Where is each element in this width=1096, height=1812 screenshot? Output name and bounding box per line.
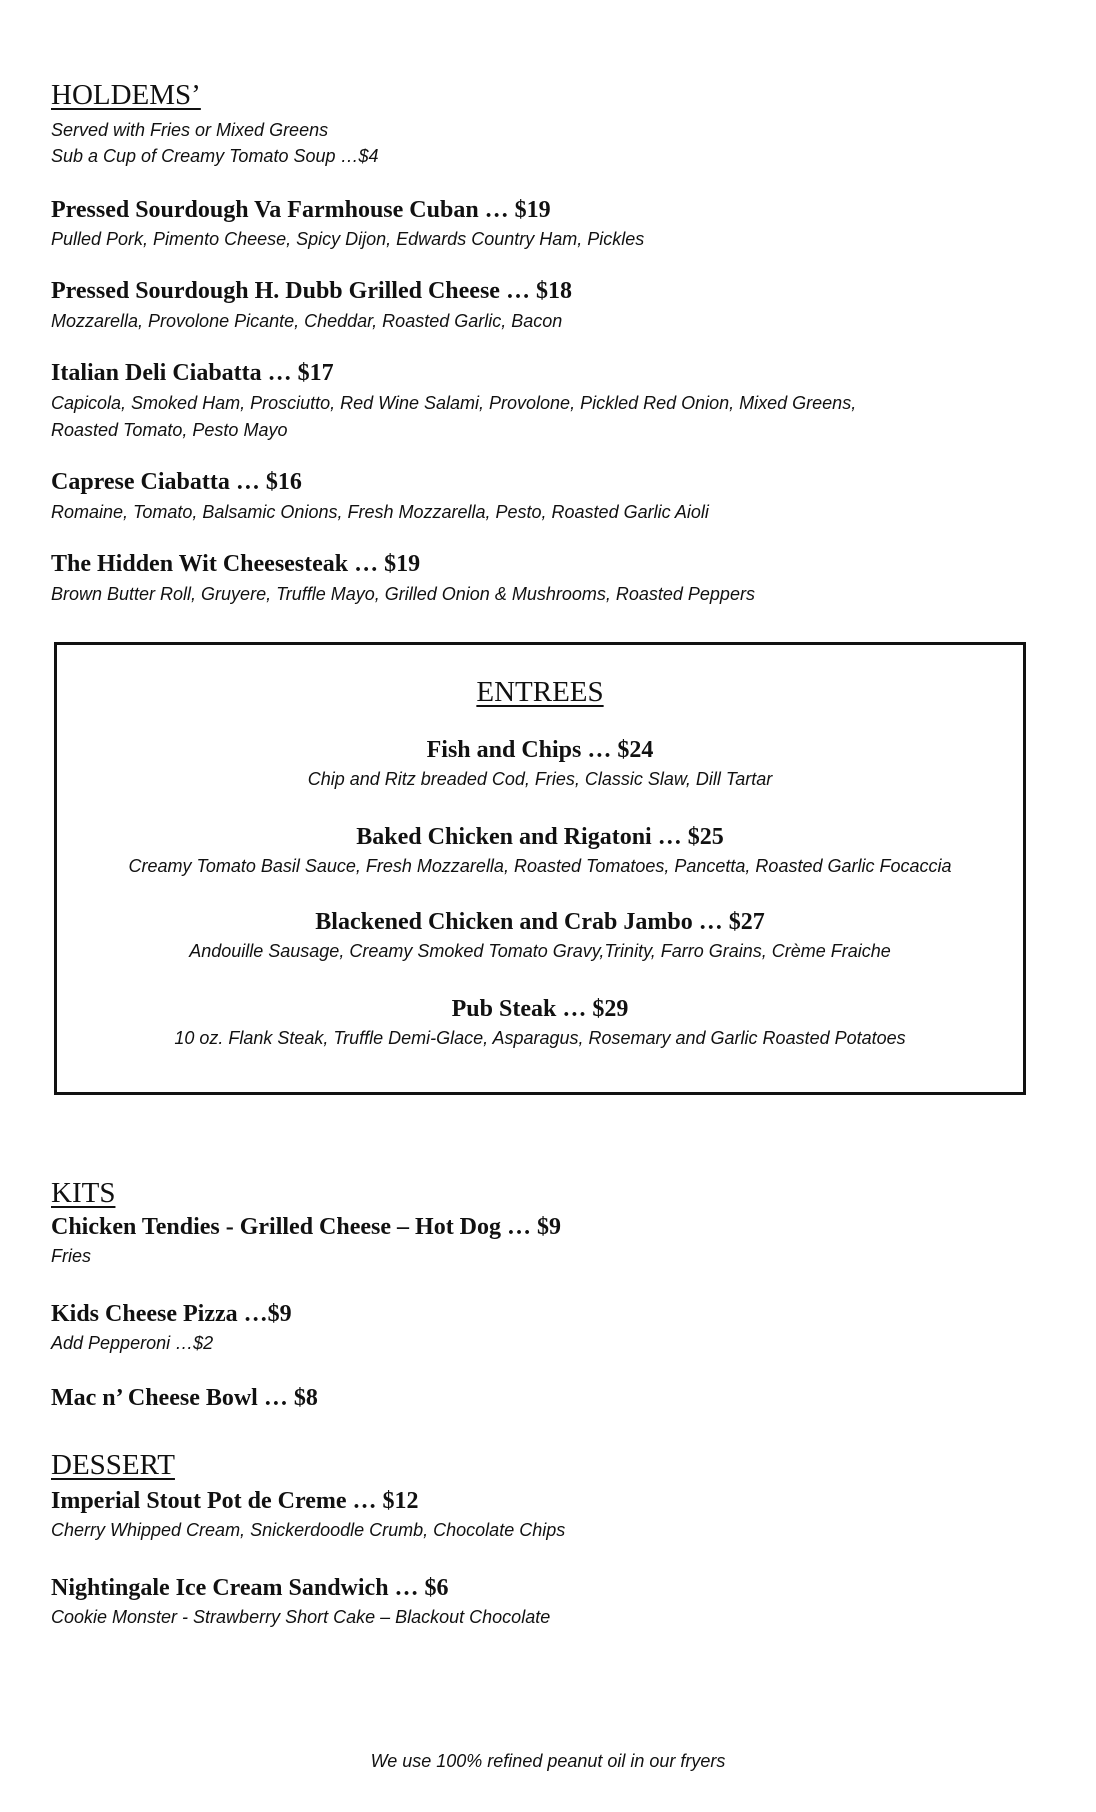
menu-item-description: Pulled Pork, Pimento Cheese, Spicy Dijon, Edwards Country Ham, Pickles xyxy=(51,229,645,249)
menu-item-name: Imperial Stout Pot de Creme … $12 xyxy=(51,1488,419,1514)
menu-item-description: Roasted Tomato, Pesto Mayo xyxy=(51,420,288,440)
holdems-note-soup: Sub a Cup of Creamy Tomato Soup …$4 xyxy=(51,146,379,166)
menu-item-name: The Hidden Wit Cheesesteak … $19 xyxy=(51,551,421,577)
holdems-note-sides: Served with Fries or Mixed Greens xyxy=(51,120,329,140)
menu-item-description: 10 oz. Flank Steak, Truffle Demi-Glace, Asparagus, Rosemary and Garlic Roasted Potatoes xyxy=(174,1028,906,1048)
entrees-section xyxy=(54,642,1026,1095)
menu-item-description: Fries xyxy=(51,1246,91,1266)
menu-item-name: Mac n’ Cheese Bowl … $8 xyxy=(51,1385,318,1411)
menu-item-description: Creamy Tomato Basil Sauce, Fresh Mozzarella, Roasted Tomatoes, Pancetta, Roasted Garlic Focaccia xyxy=(128,856,952,876)
menu-item-description: Capicola, Smoked Ham, Prosciutto, Red Wine Salami, Provolone, Pickled Red Onion, Mixed Greens, xyxy=(51,393,857,413)
menu-item-description: Mozzarella, Provolone Picante, Cheddar, Roasted Garlic, Bacon xyxy=(51,311,563,331)
entrees-title: ENTREES xyxy=(476,676,604,708)
menu-item-name: Baked Chicken and Rigatoni … $25 xyxy=(356,824,724,850)
menu-item-name: Chicken Tendies - Grilled Cheese – Hot Dog … $9 xyxy=(51,1214,562,1240)
menu-item-description: Romaine, Tomato, Balsamic Onions, Fresh Mozzarella, Pesto, Roasted Garlic Aioli xyxy=(51,502,709,522)
menu-item-name: Blackened Chicken and Crab Jambo … $27 xyxy=(315,909,765,935)
menu-item-description: Cherry Whipped Cream, Snickerdoodle Crumb, Chocolate Chips xyxy=(51,1520,566,1540)
fryer-oil-notice: We use 100% refined peanut oil in our fryers xyxy=(370,1751,726,1771)
menu-item-name: Italian Deli Ciabatta … $17 xyxy=(51,360,334,386)
menu-item-name: Kids Cheese Pizza …$9 xyxy=(51,1301,292,1327)
menu-item-description: Add Pepperoni …$2 xyxy=(51,1333,214,1353)
menu-item-description: Andouille Sausage, Creamy Smoked Tomato Gravy,Trinity, Farro Grains, Crème Fraiche xyxy=(189,941,891,961)
menu-item-name: Pub Steak … $29 xyxy=(451,996,629,1022)
menu-item-description: Brown Butter Roll, Gruyere, Truffle Mayo, Grilled Onion & Mushrooms, Roasted Peppers xyxy=(51,584,755,604)
kits-title: KITS xyxy=(51,1177,116,1209)
dessert-title: DESSERT xyxy=(51,1449,175,1481)
menu-item-name: Nightingale Ice Cream Sandwich … $6 xyxy=(51,1575,449,1601)
menu-item-description: Cookie Monster - Strawberry Short Cake – Blackout Chocolate xyxy=(51,1607,551,1627)
menu-item-description: Chip and Ritz breaded Cod, Fries, Classic Slaw, Dill Tartar xyxy=(307,769,773,789)
menu-item-name: Caprese Ciabatta … $16 xyxy=(51,469,302,495)
menu-item-name: Fish and Chips … $24 xyxy=(426,737,654,763)
menu-item-name: Pressed Sourdough H. Dubb Grilled Cheese … $18 xyxy=(51,278,572,304)
menu-item-name: Pressed Sourdough Va Farmhouse Cuban … $19 xyxy=(51,197,551,223)
holdems-title: HOLDEMS’ xyxy=(51,79,201,111)
